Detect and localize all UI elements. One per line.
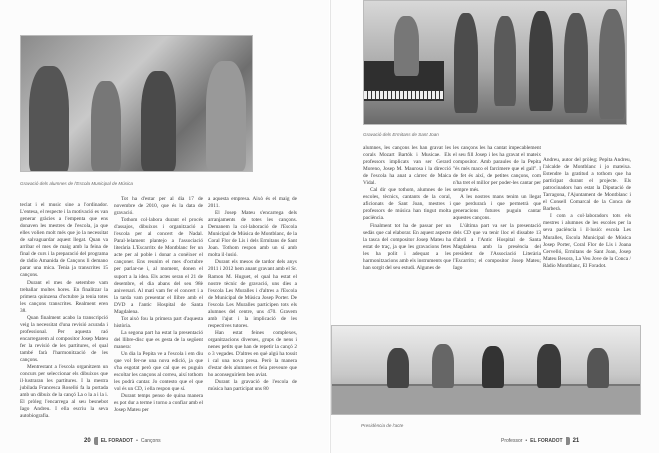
paragraph: Tot això fou la primera part d'aquesta història. [114, 315, 203, 329]
paragraph: Durant la gravació de l'escola de música han participat uns 80 [208, 379, 297, 393]
top-photo-caption: Gravació dels Ermitans de Sant Joan [363, 132, 439, 137]
magazine-name: EL FORADOT [530, 438, 563, 444]
separator: • [525, 438, 528, 444]
bottom-photo-caption: Presidència de l'acte [361, 423, 404, 428]
paragraph: alumnes, les cançons les han gravat les corals Mozart Bartók i Musicae. Els professors implicats van ser Gerard Moreno, Josep M. Maurosa i la direcció de l'escola ha anat a càrrec de Maica Vidal. [363, 145, 451, 187]
paragraph: El Josep Mateu s'encarrega dels arranjaments de totes les cançons. Demanem la col·laboració de l'Escola Municipal de Música de Montblanc, de la Coral Flor de Lis i dels Ermitans de Sant Joan. Tothom respon amb un sí amb molta il·lusió. [208, 210, 297, 259]
paragraph: a aquesta empresa. Això és el maig de 2011. [208, 196, 297, 210]
page-footer-left [84, 437, 161, 445]
presidency-photo [331, 325, 641, 415]
paragraph: L'última part va ser la presentació dels CD que va tenir lloc el dissabte 13 d'abril a l'Antic Hospital de Santa Magdalena amb la presència del president de l'Associació Literària l'Escarritx; el compositor Josep Mateu; Iago [453, 222, 541, 271]
foradot-logo-icon [566, 437, 570, 445]
magazine-name: EL FORADOT [100, 438, 134, 444]
paragraph: Durant els mesos de tardor dels anys 2011 i 2012 hem anant gravant amb el Sr. Ramon M. Huguet, el qual ha estat el nostre tècnic de gravació, uns dies a l'escola Les Muralles i d'altres a l'Escola de Municipal de Música Josep Porter. De l'escola Les Muralles participen tots els alumnes del centre, uns 470. Gravem amb l'ajut i la implicació de les respectives tutores. [208, 259, 297, 329]
paragraph: I com a col·laboradors tots els mestres i alumnes de les escoles per la seva paciència i il·lusió: escola Les Muralles, Escola Municipal de Música Josep Porter, Coral Flor de Lis i Joana Cervelló, Ermitans de Sant Joan, Josep Mateu Besora, La Veu Jove de la Conca / Ràdio Montblanc, El Foradot. [543, 213, 631, 269]
page-footer-right [501, 437, 579, 445]
text-column-4 [363, 145, 451, 272]
foradot-logo-icon [94, 437, 98, 445]
paragraph: Mentrestant a l'escola organitzem un concurs per seleccionar els dibuixos que il·lustraran les partitures. I la mestra jubilada Francesca Roselló fa la portada amb un dibuix de la cançó La o la a i la i. El pròleg l'encarrega al seu besnebot Iago Andreu. I ella escriu la seva autobiografia. [20, 364, 108, 420]
paragraph: teclat i el music sine a l'ordinador. L'entesa, el respecte i la motivació es van generar gràcies a l'empenta que ens donaven les mestres de l'escola, ja que elles volien molt més que jo la necessitat de salvaguardar aquest llegat. Quan va arribar el mes de maig amb la feina de final de curs i la preparació del programa de ràdio Amanida de Cançons li demano parar una mica. Tenia ja transcrites 15 cançons. [20, 202, 108, 279]
left-page [0, 0, 329, 453]
music-school-recording-photo [20, 35, 253, 172]
paragraph: Andreu, autor del pròleg; Pepita Andreu, l'alcalde de Montblanc i jo mateixa. Estendre la gratitud a tothom que ha participat durant el projecte. Els patrocinadors han estat la Diputació de Tarragona, l'Ajuntament de Montblanc i el Consell Comarcal de la Conca de Barberà. [543, 157, 631, 213]
paragraph: Han estat feines complexes, organitzacions diverses, grups de nens i nenes petits que han de repetir la cançó 2 o 3 vegades. D'altres en què algú ha tossit i cal una nova presa. Però la manera d'estar dels alumnes et feia preveure que ho aconseguiríem ben aviat. [208, 329, 297, 379]
section-name: Cançons [140, 438, 161, 444]
paragraph: Tothom col·labora durant el procés d'assajos, dibuixos i organització a l'escola per al concert de Nadal. Paral·lelament plantejo a l'associació literària L'Escarritx de Montblanc fer un acte per al poble i donar a conèixer el cançoner. Ens reunim el mes d'octubre per parlar-ne i, al moment, donen el suport a la idea. Els actes seran el 21 de desembre, el dia abans del seu 98è aniversari. Al matí vam fer el concert i a la tarda vam presentar el llibre amb el DVD a l'antic Hospital de Santa Magdalena. [114, 217, 203, 315]
ermitans-recording-photo [363, 0, 627, 125]
text-column-2 [114, 196, 203, 414]
paragraph: Quan finalment acabo la transcripció veig la necessitat d'una revisió acurada i professional. Per aquesta raó encarregarem al compositor Josep Mateu fer la revisió de les partitures, el qual també farà l'harmonització de les cançons. [20, 314, 108, 364]
text-column-1 [20, 202, 108, 420]
paragraph: A les nostres mans tenim un llegat que perdurarà i que permetrà que generacions futures puguin cantar aquestes cançons. [453, 194, 541, 222]
text-column-6 [543, 157, 631, 270]
paragraph: Finalment tot ha de passar per un sedàs que cal elaborar. En aquest aspecte la tasca del compositor Josep Mateu ha estat de traç, ja que les gravacions fetes les ha polit i adequat a les harmonitzacions amb els instruments que han sorgit del seu estudi. Algunes de [363, 222, 451, 271]
page-number: 20 [84, 438, 91, 444]
separator: • [136, 438, 138, 444]
paragraph: Durant el mes de setembre vam treballar moltes hores. En finalitzar la primera quinzena d'octubre ja tenia totes les cançons transcrites. Realment eren 38. [20, 279, 108, 314]
photo-caption: Gravació dels alumnes de l'Escola Municipal de Música [20, 181, 133, 186]
paragraph: La segona part ha estat la presentació del llibre-disc que es gesta de la següent manera: [114, 329, 203, 350]
text-column-3 [208, 196, 297, 393]
paragraph: Un dia la Pepita ve a l'escola i em diu que vol fer-ne una nova edició, ja que s'ha esgotat però que cal que es puguin escoltar les cançons al correu, així tothom les podrà cantar. Jo contesto que el que vol és un CD, i ella respon que sí. [114, 351, 203, 393]
text-column-5 [453, 145, 541, 272]
paragraph: Cal dir que tothom, alumnes de les escoles, tècnics, cantants de la coral, aficionats de Sant Joan, mestres i professors de música han tingut molta paciència. [363, 187, 451, 222]
right-page [330, 0, 659, 453]
page-number: 21 [572, 438, 580, 444]
paragraph: Durant temps penso de quina manera es pot dur a terme i torno a confiar amb el Josep Mateu per [114, 393, 203, 414]
paragraph: Tot ha d'estar per al dia 17 de novembre de 2010, que és la data de gravació. [114, 196, 203, 217]
paragraph: les cançons les ha cantat impecablement el seu fill Josep i les ha gravat el mateix compositor. Amb paraules de la Pepita "és més maco el farcimere que el gall". I de fet és així, de petites cançons, com n'ha tret el millor per poder-les cantar per sempre més. [453, 145, 541, 194]
section-name: Professor [501, 438, 523, 444]
